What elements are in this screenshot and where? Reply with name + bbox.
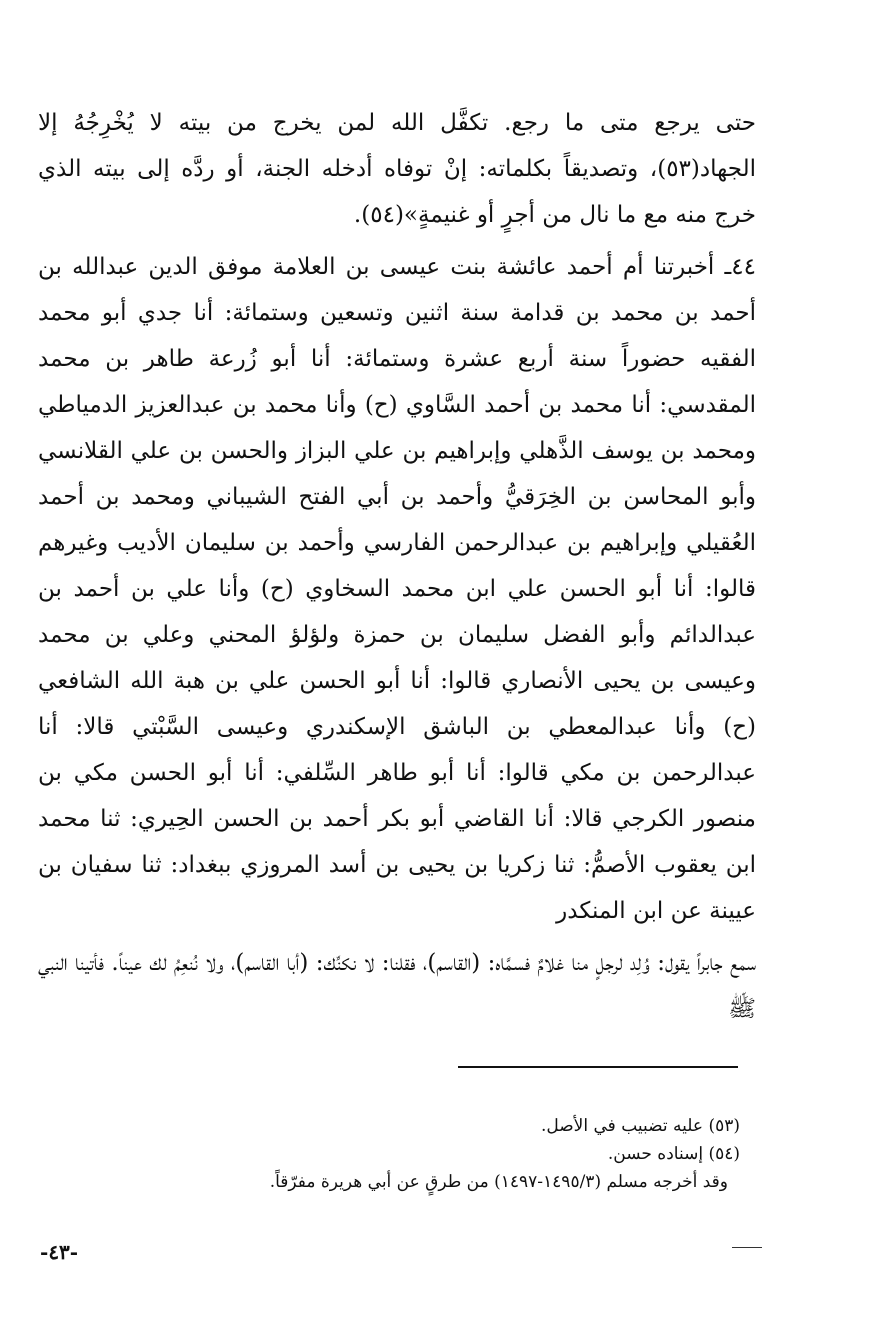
paragraph-continuation: حتى يرجع متى ما رجع. تكفَّل الله لمن يخرج من بيته لا يُخْرِجُهُ إلا الجهاد(٥٣)، وتصديقاً بكلماته: إنْ توفاه أدخله الجنة، أو ردَّه إلى بيته الذي خرج منه مع ما نال من أجرٍ أو غنيمةٍ»(٥٤). <box>38 110 756 228</box>
paragraph-hadith-44-isnad: ٤٤ـ أخبرتنا أم أحمد عائشة بنت عيسى بن العلامة موفق الدين عبدالله بن أحمد بن محمد بن قدامة سنة اثنين وتسعين وستمائة: أنا جدي أبو محمد الفقيه حضوراً سنة أربع عشرة وستمائة: أنا أبو زُرعة طاهر بن محمد المقدسي: أنا محمد بن أحمد السَّاوي (ح) وأنا محمد بن عبدالعزيز الدمياطي ومحمد بن يوسف الذَّهلي وإبراهيم بن علي البزاز والحسن بن علي القلانسي وأبو المحاسن بن الخِرَقيُّ وأحمد بن أبي الفتح الشيباني ومحمد بن أحمد العُقيلي وإبراهيم بن عبدالرحمن الفارسي وأحمد بن سليمان الأديب وغيرهم قالوا: أنا أبو الحسن علي ابن محمد السخاوي (ح) وأنا علي بن أحمد بن عبدالدائم وأبو الفضل سليمان بن حمزة ولؤلؤ المحني وعلي بن محمد وعيسى بن يحيى الأنصاري قالوا: أنا أبو الحسن علي بن هبة الله الشافعي (ح) وأنا عبدالمعطي بن الباشق الإسكندري وعيسى السَّبْتي قالا: أنا عبدالرحمن بن مكي قالوا: أنا أبو طاهر السِّلفي: أنا أبو الحسن مكي بن منصور الكرجي قالا: أنا القاضي أبو بكر أحمد بن الحسن الحِيري: ثنا محمد ابن يعقوب الأصمُّ: ثنا زكريا بن يحيى بن أسد المروزي ببغداد: ثنا سفيان بن عيينة عن ابن المنكدر <box>38 254 757 924</box>
footnote-separator <box>458 1066 738 1068</box>
page-number: -٤٣- <box>40 1240 79 1264</box>
footnotes <box>80 1112 740 1196</box>
paragraph-hadith-44-matn: سمع جابراً يقول: وُلِد لرجلٍ منا غلامٌ فسمَّاه: (القاسم)، فقلنا: لا نكنِّك: (أبا القاسم)، ولا نُنعِمُ لك عيناً. فأتينا النبي ﷺ <box>38 950 756 1022</box>
footnote-54: (٥٤) إسناده حسن. <box>607 1144 740 1164</box>
main-text <box>38 100 756 1032</box>
footnote-53: (٥٣) عليه تضبيب في الأصل. <box>540 1116 740 1136</box>
footnote-54-continuation: وقد أخرجه مسلم (١٤٩٥/٣-١٤٩٧) من طرقٍ عن أبي هريرة مفرّقاً. <box>269 1172 728 1192</box>
corner-dash <box>732 1247 762 1248</box>
